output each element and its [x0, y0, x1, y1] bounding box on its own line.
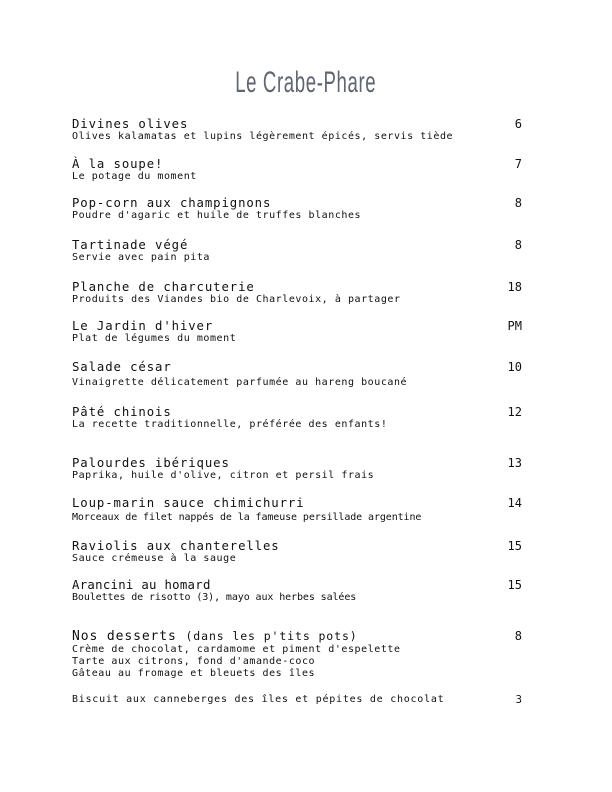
- dessert-line: Crème de chocolat, cardamome et piment d'espelette: [72, 644, 401, 655]
- item-price: 15: [507, 539, 522, 553]
- biscuit-item: [72, 694, 522, 706]
- item-name: Salade césar: [72, 360, 172, 374]
- item-price: 10: [507, 360, 522, 374]
- menu-item: [72, 578, 522, 604]
- menu-item: [72, 496, 522, 524]
- item-price: 7: [514, 157, 522, 171]
- item-name: Tartinade végé: [72, 238, 189, 252]
- menu-item: [72, 360, 522, 389]
- menu-item: [72, 196, 522, 222]
- item-price: 12: [507, 405, 522, 419]
- item-price: 14: [507, 496, 522, 510]
- item-name: Palourdes ibériques: [72, 456, 230, 470]
- item-description: Poudre d'agaric et huile de truffes blanches: [72, 210, 362, 221]
- item-price: 8: [514, 238, 522, 252]
- item-description: La recette traditionnelle, préférée des enfants!: [72, 419, 388, 430]
- biscuit-name: Biscuit aux canneberges des îles et pépites de chocolat: [72, 694, 445, 705]
- item-description: Vinaigrette délicatement parfumée au hareng boucané: [72, 377, 408, 388]
- item-price: 8: [514, 196, 522, 210]
- item-name: Le Jardin d'hiver: [72, 319, 214, 333]
- item-description: Le potage du moment: [72, 171, 197, 182]
- item-description: Boulettes de risotto (3), mayo aux herbes salées: [72, 592, 357, 603]
- menu-item: [72, 157, 522, 183]
- item-name: Divines olives: [72, 117, 189, 131]
- item-description: Morceaux de filet nappés de la fameuse persillade argentine: [72, 512, 422, 523]
- restaurant-title: [0, 66, 612, 100]
- item-name: Pâté chinois: [72, 405, 172, 419]
- menu-item: [72, 280, 522, 306]
- item-name: Planche de charcuterie: [72, 280, 255, 294]
- item-name: Loup-marin sauce chimichurri: [72, 496, 305, 510]
- item-description: Produits des Viandes bio de Charlevoix, à partager: [72, 294, 401, 305]
- menu-item: [72, 238, 522, 264]
- item-price: 6: [514, 117, 522, 131]
- item-description: Plat de légumes du moment: [72, 333, 237, 344]
- item-name: À la soupe!: [72, 157, 164, 171]
- item-description: Servie avec pain pita: [72, 252, 210, 263]
- desserts-price: 8: [514, 629, 522, 643]
- desserts-heading: [72, 629, 522, 644]
- desserts-title: Nos desserts: [72, 629, 177, 644]
- dessert-line: Gâteau au fromage et bleuets des îles: [72, 668, 316, 679]
- menu-item: [72, 319, 522, 345]
- item-name: Pop-corn aux champignons: [72, 196, 272, 210]
- item-description: Sauce crémeuse à la sauge: [72, 553, 237, 564]
- item-price: 15: [507, 578, 522, 592]
- menu-item: [72, 539, 522, 565]
- item-description: Olives kalamatas et lupins légèrement épicés, servis tiède: [72, 131, 454, 142]
- menu-item: [72, 456, 522, 482]
- menu-item: [72, 405, 522, 431]
- item-price: PM: [507, 319, 522, 333]
- item-description: Paprika, huile d'olive, citron et persil frais: [72, 470, 375, 481]
- restaurant-title-text: Le Crabe-Phare: [235, 66, 377, 99]
- dessert-line: Tarte aux citrons, fond d'amande-coco: [72, 656, 316, 667]
- item-name: Raviolis aux chanterelles: [72, 539, 280, 553]
- desserts-subtitle: (dans les p'tits pots): [185, 629, 358, 643]
- item-name: Arancini au homard: [72, 578, 211, 592]
- desserts-section: [72, 629, 522, 680]
- menu-item: [72, 117, 522, 143]
- item-price: 13: [507, 456, 522, 470]
- item-price: 18: [507, 280, 522, 294]
- biscuit-price: 3: [515, 694, 522, 706]
